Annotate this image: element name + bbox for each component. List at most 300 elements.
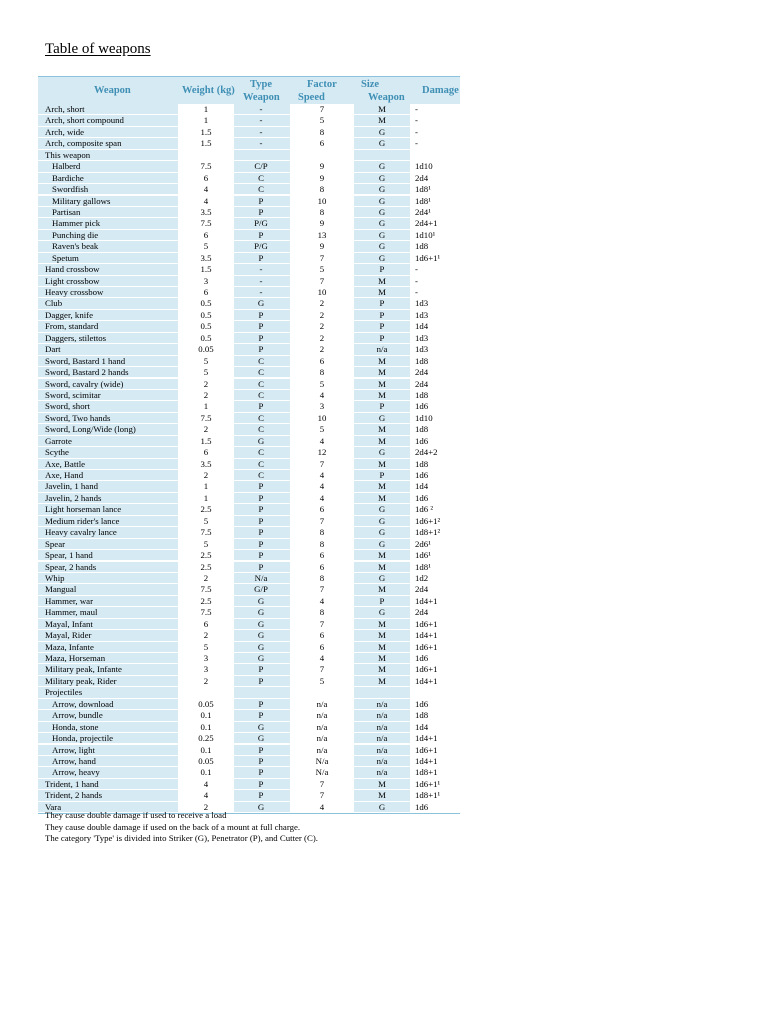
- weapon-cell: Halberd: [52, 161, 81, 172]
- speed-cell: N/a: [290, 756, 354, 766]
- damage-cell: 1d6+1: [410, 664, 460, 674]
- speed-cell: 7: [290, 779, 354, 789]
- size-cell: M: [378, 550, 386, 561]
- weight-cell: 3: [178, 653, 234, 663]
- speed-cell: n/a: [290, 710, 354, 720]
- damage-cell: -: [410, 276, 460, 286]
- table-row: [38, 539, 460, 550]
- size-cell: M: [378, 618, 386, 629]
- weight-cell: 0.5: [178, 333, 234, 343]
- size-cell: [358, 150, 406, 160]
- weight-cell: 2.5: [178, 504, 234, 514]
- size-cell: n/a: [376, 698, 388, 709]
- weapon-cell: Honda, stone: [52, 721, 99, 732]
- weapon-cell: Maza, Infante: [45, 641, 94, 652]
- speed-cell: 13: [290, 230, 354, 240]
- damage-cell: 2d4: [410, 367, 460, 377]
- size-cell: M: [378, 389, 386, 400]
- type-cell: -: [259, 126, 263, 137]
- weight-cell: 1: [178, 493, 234, 503]
- speed-cell: 5: [290, 379, 354, 389]
- weapon-cell: Arch, short: [45, 104, 85, 114]
- weapon-cell: Punching die: [52, 229, 99, 240]
- damage-cell: -: [410, 138, 460, 148]
- speed-cell: 7: [290, 790, 354, 800]
- weight-cell: 3.5: [178, 207, 234, 217]
- table-row: [38, 756, 460, 767]
- size-cell: [358, 687, 406, 697]
- size-cell: M: [378, 458, 386, 469]
- size-cell: G: [378, 161, 386, 172]
- damage-cell: 1d8¹: [410, 184, 460, 194]
- speed-cell: 7: [290, 253, 354, 263]
- speed-cell: 3: [290, 401, 354, 411]
- damage-cell: 1d8+1: [410, 767, 460, 777]
- table-row: [38, 138, 460, 149]
- type-cell: P: [258, 710, 264, 721]
- damage-cell: 1d4: [410, 722, 460, 732]
- weapon-cell: Club: [45, 298, 63, 309]
- size-cell: n/a: [376, 344, 388, 355]
- damage-cell: 1d3: [410, 333, 460, 343]
- type-cell: G: [257, 721, 265, 732]
- type-cell: -: [259, 264, 263, 275]
- type-cell: C: [258, 447, 264, 458]
- weight-cell: 5: [178, 367, 234, 377]
- type-cell: P: [258, 698, 264, 709]
- weight-cell: 6: [178, 447, 234, 457]
- type-cell: [236, 687, 286, 697]
- table-row: [38, 310, 460, 321]
- type-cell: G: [257, 595, 265, 606]
- weapon-cell: Spear, 1 hand: [45, 550, 93, 561]
- size-cell: G: [378, 229, 386, 240]
- damage-cell: 1d8+1²: [410, 527, 460, 537]
- weight-cell: 0.25: [178, 733, 234, 743]
- type-cell: P: [258, 664, 264, 675]
- table-row: [38, 184, 460, 195]
- damage-cell: 1d6+1: [410, 745, 460, 755]
- weight-cell: 0.1: [178, 745, 234, 755]
- speed-cell: 8: [290, 184, 354, 194]
- weight-cell: 6: [178, 619, 234, 629]
- weight-cell: 3.5: [178, 459, 234, 469]
- type-cell: P: [258, 755, 264, 766]
- weapon-cell: Scythe: [45, 447, 69, 458]
- weapon-cell: Bardiche: [52, 172, 84, 183]
- weapon-cell: Sword, Long/Wide (long): [45, 424, 136, 435]
- table-row: [38, 710, 460, 721]
- weapon-cell: Axe, Battle: [45, 458, 86, 469]
- type-cell: C: [258, 424, 264, 435]
- type-cell: G: [257, 298, 265, 309]
- weight-cell: 2.5: [178, 550, 234, 560]
- weight-cell: 7.5: [178, 413, 234, 423]
- damage-cell: 1d6+1¹: [410, 779, 460, 789]
- speed-cell: N/a: [290, 767, 354, 777]
- damage-cell: 1d4: [410, 481, 460, 491]
- weapon-cell: Daggers, stilettos: [45, 332, 107, 343]
- speed-cell: 4: [290, 436, 354, 446]
- weapon-cell: Axe, Hand: [45, 470, 84, 480]
- table-row: [38, 127, 460, 138]
- damage-cell: 1d6: [410, 436, 460, 446]
- speed-cell: 5: [290, 115, 354, 125]
- type-cell: -: [259, 287, 263, 297]
- size-cell: M: [378, 481, 386, 492]
- weapon-cell: Spetum: [52, 252, 79, 263]
- table-row: [38, 401, 460, 412]
- speed-cell: 4: [290, 390, 354, 400]
- weight-cell: 0.5: [178, 310, 234, 320]
- weapon-cell: Arrow, hand: [52, 755, 96, 766]
- weight-cell: 6: [178, 230, 234, 240]
- size-cell: n/a: [376, 744, 388, 755]
- size-cell: M: [378, 778, 386, 789]
- damage-cell: 1d4+1: [410, 676, 460, 686]
- damage-cell: 1d8¹: [410, 196, 460, 206]
- damage-cell: 1d10: [410, 413, 460, 423]
- type-cell: G: [257, 653, 265, 663]
- type-cell: C: [258, 378, 264, 389]
- weight-cell: 5: [178, 241, 234, 251]
- weight-cell: 1: [178, 401, 234, 411]
- table-row: [38, 161, 460, 172]
- speed-cell: 10: [290, 413, 354, 423]
- header-type-line2: Weapon: [243, 92, 280, 103]
- header-type-line1: Type: [250, 79, 272, 90]
- speed-cell: 6: [290, 356, 354, 366]
- weight-cell: 1: [178, 481, 234, 491]
- table-row: [38, 550, 460, 561]
- type-cell: P: [258, 481, 264, 492]
- type-cell: P: [258, 321, 264, 332]
- size-cell: M: [378, 664, 386, 675]
- footnotes: [45, 810, 318, 845]
- table-row: [38, 687, 460, 698]
- table-row: [38, 642, 460, 653]
- type-cell: P: [258, 527, 264, 538]
- table-row: [38, 150, 460, 161]
- header-weapon: Weapon: [94, 85, 131, 96]
- weight-cell: 1.5: [178, 436, 234, 446]
- table-row: [38, 413, 460, 424]
- weapon-cell: Garrote: [45, 435, 72, 446]
- table-row: [38, 218, 460, 229]
- damage-cell: 2d4: [410, 173, 460, 183]
- table-row: [38, 344, 460, 355]
- speed-cell: 7: [290, 664, 354, 674]
- table-row: [38, 196, 460, 207]
- size-cell: G: [378, 241, 386, 252]
- table-row: [38, 230, 460, 241]
- table-row: [38, 459, 460, 470]
- speed-cell: 8: [290, 607, 354, 617]
- weight-cell: 2: [178, 424, 234, 434]
- size-cell: M: [378, 561, 386, 572]
- table-row: [38, 276, 460, 287]
- weapon-cell: Hand crossbow: [45, 264, 100, 275]
- speed-cell: 7: [290, 276, 354, 286]
- type-cell: P: [258, 229, 264, 240]
- weapon-cell: Mayal, Rider: [45, 630, 92, 641]
- table-row: [38, 115, 460, 126]
- weapon-cell: Light horseman lance: [45, 504, 122, 515]
- size-cell: G: [378, 184, 386, 195]
- size-cell: G: [378, 538, 386, 549]
- speed-cell: 8: [290, 367, 354, 377]
- speed-cell: [290, 150, 354, 160]
- table-row: [38, 619, 460, 630]
- weapon-cell: Sword, Two hands: [45, 412, 111, 423]
- type-cell: P: [258, 790, 264, 801]
- damage-cell: 1d3: [410, 298, 460, 308]
- weapon-cell: Maza, Horseman: [45, 653, 106, 663]
- damage-cell: -: [410, 264, 460, 274]
- speed-cell: 8: [290, 527, 354, 537]
- speed-cell: 10: [290, 196, 354, 206]
- weapon-cell: Heavy cavalry lance: [45, 527, 117, 538]
- type-cell: C: [258, 389, 264, 400]
- damage-cell: 1d8+1¹: [410, 790, 460, 800]
- speed-cell: 4: [290, 802, 354, 812]
- weight-cell: 7.5: [178, 161, 234, 171]
- speed-cell: 7: [290, 619, 354, 629]
- weight-cell: 1: [178, 104, 234, 114]
- table-row: [38, 504, 460, 515]
- weight-cell: 1: [178, 115, 234, 125]
- table-row: [38, 481, 460, 492]
- weight-cell: 5: [178, 539, 234, 549]
- weapon-cell: Sword, cavalry (wide): [45, 378, 124, 389]
- weapon-cell: Arch, short compound: [45, 115, 124, 126]
- damage-cell: 2d4: [410, 379, 460, 389]
- table-row: [38, 779, 460, 790]
- size-cell: G: [378, 172, 386, 183]
- type-cell: G: [257, 435, 265, 446]
- weight-cell: 2: [178, 573, 234, 583]
- damage-cell: 1d6 ²: [410, 504, 460, 514]
- table-row: [38, 722, 460, 733]
- damage-cell: 1d6+1: [410, 619, 460, 629]
- speed-cell: n/a: [290, 699, 354, 709]
- header-size-line2: Weapon: [368, 92, 405, 103]
- type-cell: G/P: [254, 584, 268, 595]
- weight-cell: 2: [178, 676, 234, 686]
- weapon-cell: Arch, wide: [45, 126, 85, 137]
- table-row: [38, 333, 460, 344]
- speed-cell: 2: [290, 321, 354, 331]
- table-row: [38, 493, 460, 504]
- type-cell: P: [258, 744, 264, 755]
- damage-cell: 1d6: [410, 802, 460, 812]
- damage-cell: 2d4¹: [410, 207, 460, 217]
- table-row: [38, 379, 460, 390]
- weight-cell: 1.5: [178, 127, 234, 137]
- weapon-cell: Javelin, 1 hand: [45, 481, 99, 492]
- type-cell: C: [258, 412, 264, 423]
- type-cell: -: [259, 104, 263, 114]
- type-cell: G: [257, 630, 265, 641]
- damage-cell: 2d4: [410, 584, 460, 594]
- table-row: [38, 676, 460, 687]
- type-cell: C: [258, 367, 264, 378]
- speed-cell: 7: [290, 104, 354, 114]
- table-row: [38, 607, 460, 618]
- speed-cell: 4: [290, 493, 354, 503]
- weight-cell: 7.5: [178, 584, 234, 594]
- type-cell: P: [258, 515, 264, 526]
- table-row: [38, 367, 460, 378]
- type-cell: C: [258, 470, 264, 480]
- table-row: [38, 253, 460, 264]
- type-cell: P: [258, 767, 264, 778]
- speed-cell: 2: [290, 310, 354, 320]
- weapon-cell: This weapon: [45, 149, 91, 160]
- weapon-cell: Arrow, light: [52, 744, 95, 755]
- type-cell: P/G: [254, 241, 268, 252]
- weapon-cell: Sword, scimitar: [45, 389, 101, 400]
- weapon-cell: Arrow, heavy: [52, 767, 100, 778]
- size-cell: M: [378, 104, 386, 114]
- type-cell: G: [257, 641, 265, 652]
- type-cell: C: [258, 172, 264, 183]
- type-cell: N/a: [254, 572, 268, 583]
- size-cell: M: [378, 275, 386, 286]
- size-cell: G: [378, 218, 386, 229]
- size-cell: M: [378, 287, 386, 297]
- speed-cell: 5: [290, 264, 354, 274]
- table-row: [38, 298, 460, 309]
- damage-cell: -: [410, 104, 460, 114]
- table-row: [38, 287, 460, 298]
- weight-cell: 0.05: [178, 344, 234, 354]
- weight-cell: 3.5: [178, 253, 234, 263]
- damage-cell: 1d4+1: [410, 596, 460, 606]
- weight-cell: 3: [178, 664, 234, 674]
- speed-cell: 6: [290, 562, 354, 572]
- size-cell: M: [378, 790, 386, 801]
- type-cell: P: [258, 561, 264, 572]
- weight-cell: [178, 687, 234, 697]
- size-cell: G: [378, 527, 386, 538]
- type-cell: P: [258, 492, 264, 503]
- footnote-1: They cause double damage if used to receive a load: [45, 810, 227, 820]
- damage-cell: 1d8: [410, 424, 460, 434]
- size-cell: M: [378, 584, 386, 595]
- speed-cell: 7: [290, 584, 354, 594]
- weapon-cell: Dart: [45, 344, 61, 355]
- weapon-cell: Hammer, war: [45, 595, 94, 606]
- weight-cell: 2: [178, 390, 234, 400]
- header-size-line1: Size: [361, 79, 380, 90]
- weapon-cell: Sword, Bastard 1 hand: [45, 355, 126, 366]
- damage-cell: 1d6+1²: [410, 516, 460, 526]
- size-cell: M: [378, 492, 386, 503]
- weapon-cell: Arch, composite span: [45, 138, 122, 149]
- weight-cell: 5: [178, 516, 234, 526]
- size-cell: G: [378, 504, 386, 515]
- table-row: [38, 664, 460, 675]
- weapon-cell: Hammer, maul: [45, 607, 98, 618]
- damage-cell: 1d6: [410, 470, 460, 480]
- damage-cell: 2d4+2: [410, 447, 460, 457]
- weapon-cell: Projectiles: [45, 687, 83, 698]
- speed-cell: 6: [290, 138, 354, 148]
- type-cell: G: [257, 607, 265, 618]
- size-cell: M: [378, 435, 386, 446]
- damage-cell: 1d2: [410, 573, 460, 583]
- type-cell: -: [259, 138, 263, 149]
- weight-cell: 7.5: [178, 218, 234, 228]
- damage-cell: 1d8: [410, 241, 460, 251]
- weapon-cell: Whip: [45, 572, 65, 583]
- size-cell: M: [378, 675, 386, 686]
- header-damage: Damage: [422, 85, 459, 96]
- size-cell: P: [379, 332, 385, 343]
- size-cell: M: [378, 641, 386, 652]
- damage-cell: -: [410, 127, 460, 137]
- weight-cell: 4: [178, 779, 234, 789]
- speed-cell: n/a: [290, 745, 354, 755]
- table-row: [38, 436, 460, 447]
- weapon-cell: Spear: [45, 538, 66, 549]
- speed-cell: 2: [290, 298, 354, 308]
- damage-cell: 1d4+1: [410, 756, 460, 766]
- type-cell: P: [258, 195, 264, 206]
- weapon-cell: Trident, 2 hands: [45, 790, 103, 801]
- size-cell: P: [379, 321, 385, 332]
- speed-cell: 8: [290, 573, 354, 583]
- table-row: [38, 516, 460, 527]
- type-cell: -: [259, 115, 263, 126]
- type-cell: P: [258, 401, 264, 412]
- weight-cell: 2.5: [178, 562, 234, 572]
- size-cell: n/a: [376, 733, 388, 744]
- weapon-cell: Hammer pick: [52, 218, 101, 229]
- table-row: [38, 207, 460, 218]
- weight-cell: 0.5: [178, 321, 234, 331]
- damage-cell: 2d4: [410, 607, 460, 617]
- type-cell: C: [258, 355, 264, 366]
- weapon-cell: Spear, 2 hands: [45, 561, 97, 572]
- type-cell: C: [258, 458, 264, 469]
- damage-cell: 2d4+1: [410, 218, 460, 228]
- type-cell: P: [258, 504, 264, 515]
- weapon-cell: Military peak, Infante: [45, 664, 122, 675]
- speed-cell: 9: [290, 173, 354, 183]
- weight-cell: 2: [178, 470, 234, 480]
- type-cell: P: [258, 675, 264, 686]
- weapon-cell: Honda, projectile: [52, 733, 114, 744]
- damage-cell: 1d4+1: [410, 733, 460, 743]
- table-row: [38, 767, 460, 778]
- table-row: [38, 447, 460, 458]
- header-weight: Weight (kg): [182, 85, 235, 96]
- size-cell: G: [378, 412, 386, 423]
- weapon-cell: Heavy crossbow: [45, 287, 104, 297]
- weapon-cell: Light crossbow: [45, 275, 100, 286]
- header-factor-line2: Speed: [298, 92, 325, 103]
- weapon-cell: Trident, 1 hand: [45, 778, 99, 789]
- table-header: [38, 76, 460, 104]
- table-row: [38, 699, 460, 710]
- damage-cell: 1d6: [410, 699, 460, 709]
- weight-cell: 0.05: [178, 699, 234, 709]
- table-row: [38, 790, 460, 801]
- speed-cell: n/a: [290, 722, 354, 732]
- weight-cell: 4: [178, 184, 234, 194]
